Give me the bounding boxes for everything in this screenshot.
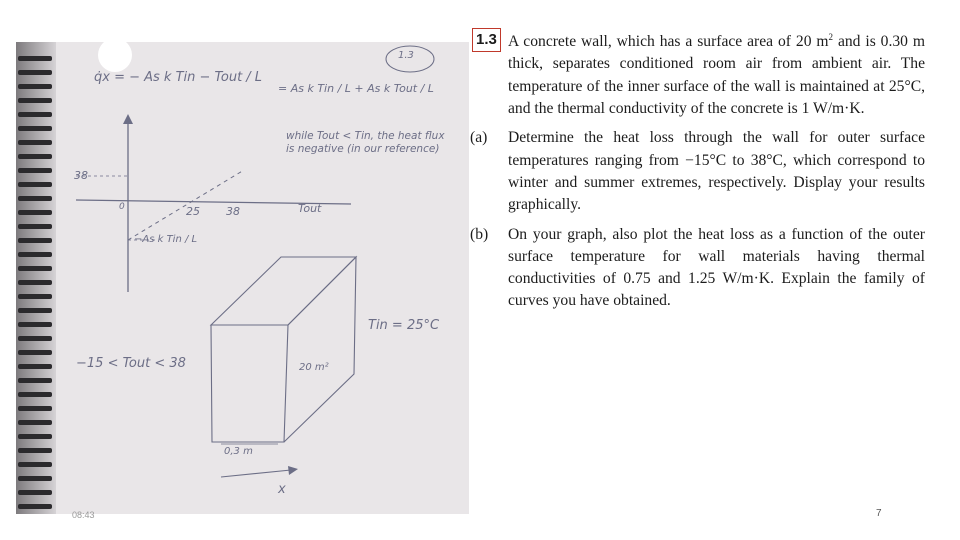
inner-temperature: Tin = 25°C (368, 318, 440, 333)
tick-25: 25 (186, 205, 200, 218)
problem-intro: A concrete wall, which has a surface area of 20 $m^2$ and is 0.30 m thick, separates conditioned room air from ambient air. The temperature of the inner surface of the wall is maintained at 25°C, and the thermal conductivity of the concrete is 1 W/m·K. (508, 32, 925, 118)
wall-side-face (284, 257, 356, 442)
wall-front-face (211, 325, 288, 442)
part-b-text: On your graph, also plot the heat loss as a function of the outer surface temperature for wall materials having thermal conductivities of 0.75 and 1.25 W/m·K. Explain the family of curves you have obtained. (508, 225, 925, 310)
wall-top-face (211, 257, 356, 325)
x-direction-arrow (221, 470, 291, 477)
temperature-range: −15 < Tout < 38 (76, 356, 186, 371)
problem-part-a (470, 127, 925, 216)
tick-38: 38 (226, 205, 240, 218)
sign-note: while Tout < Tin, the heat flux is negative (in our reference) (286, 130, 445, 155)
wall-sketch (16, 42, 469, 514)
intercept-label: −As k Tin / L (134, 234, 198, 245)
problem-tag: 1.3 (398, 50, 414, 61)
y-axis-arrow (123, 114, 133, 124)
thickness-label: 0,3 m (224, 446, 253, 457)
page-number: 7 (876, 508, 882, 519)
equation-2: = As k Tin / L + As k Tout / L (278, 82, 434, 95)
problem-part-b (470, 224, 925, 313)
problem-number: 1.3 (472, 28, 501, 52)
problem-statement (470, 26, 925, 313)
equation-1: q̇x = − As k Tin − Tout / L (94, 70, 263, 85)
part-a-text: Determine the heat loss through the wall for outer surface temperatures ranging from −15°C to 38°C, which correspond to winter and summer extremes, respectively. Display your results graphically. (508, 129, 925, 214)
part-a-label: (a) (470, 129, 488, 147)
x-axis-label: Tout (298, 202, 322, 215)
area-label: 20 m² (299, 362, 329, 373)
handwritten-notes-photo (16, 42, 469, 514)
x-label: x (278, 482, 286, 497)
timestamp: 08:43 (72, 510, 95, 520)
origin-label: 0 (119, 202, 125, 212)
part-b-label: (b) (470, 225, 489, 243)
axis-value-38: 38 (74, 169, 88, 182)
